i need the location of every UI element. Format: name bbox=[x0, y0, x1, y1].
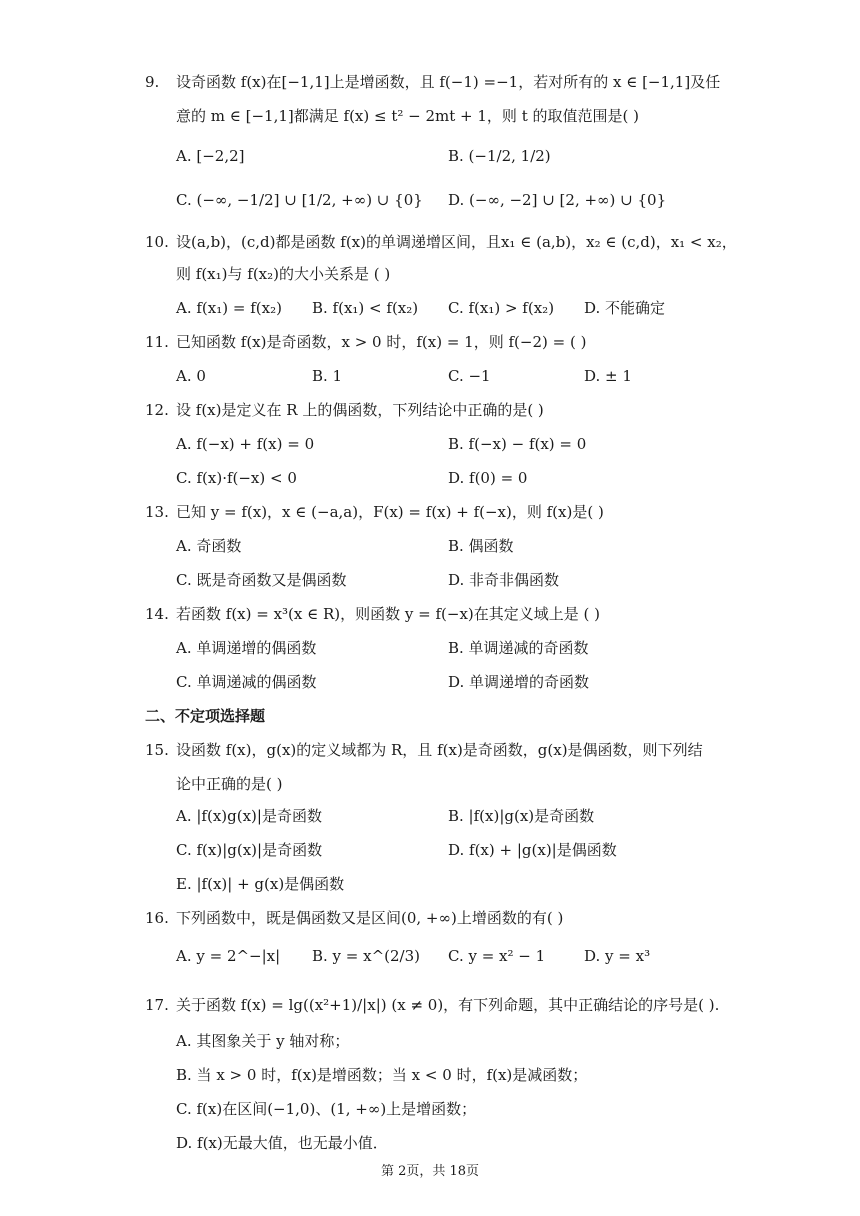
option-b: B. (−1/2, 1/2) bbox=[448, 147, 551, 165]
section-title: 二、不定项选择题 bbox=[145, 707, 266, 725]
option-c: C. f(x)|g(x)|是奇函数 bbox=[176, 841, 323, 859]
question-text: 设(a,b)，(c,d)都是函数 f(x)的单调递增区间，且x₁ ∈ (a,b)，x₂ ∈ (c,d)，x₁ < x₂， bbox=[176, 233, 737, 251]
option-c: C. 单调递减的偶函数 bbox=[176, 673, 317, 691]
question-text: 关于函数 f(x) = lg((x²+1)/|x|) (x ≠ 0)，有下列命题，其中正确结论的序号是( ). bbox=[176, 996, 720, 1014]
question-text: 设函数 f(x)，g(x)的定义域都为 R，且 f(x)是奇函数，g(x)是偶函数，则下列结 bbox=[176, 741, 703, 759]
option-d: D. y = x³ bbox=[584, 947, 651, 965]
option-a: A. |f(x)g(x)|是奇函数 bbox=[176, 807, 322, 825]
option-c: C. −1 bbox=[448, 367, 491, 385]
option-e: E. |f(x)| + g(x)是偶函数 bbox=[176, 875, 345, 893]
question-text: 论中正确的是( ) bbox=[176, 775, 283, 793]
question-text: 已知 y = f(x)，x ∈ (−a,a)，F(x) = f(x) + f(−x)，则 f(x)是( ) bbox=[176, 503, 604, 521]
question-text: 设奇函数 f(x)在[−1,1]上是增函数，且 f(−1) =−1，若对所有的 x ∈ [−1,1]及任 bbox=[176, 73, 721, 91]
question-number: 11. bbox=[145, 333, 169, 351]
question-text: 意的 m ∈ [−1,1]都满足 f(x) ≤ t² − 2mt + 1，则 t 的取值范围是( ) bbox=[176, 107, 639, 125]
option-d: D. f(x) + |g(x)|是偶函数 bbox=[448, 841, 617, 859]
question-number: 17. bbox=[145, 996, 169, 1014]
option-a: A. 单调递增的偶函数 bbox=[176, 639, 317, 657]
option-c: C. y = x² − 1 bbox=[448, 947, 546, 965]
option-c: C. f(x)·f(−x) < 0 bbox=[176, 469, 297, 487]
option-d: D. f(0) = 0 bbox=[448, 469, 528, 487]
question-number: 12. bbox=[145, 401, 169, 419]
option-b: B. y = x^(2/3) bbox=[312, 947, 421, 965]
option-c: C. f(x₁) > f(x₂) bbox=[448, 299, 555, 317]
question-text: 已知函数 f(x)是奇函数，x > 0 时，f(x) = 1，则 f(−2) = ( ) bbox=[176, 333, 587, 351]
option-b: B. 偶函数 bbox=[448, 537, 514, 555]
option-a: A. 0 bbox=[176, 367, 206, 385]
option-b: B. f(x₁) < f(x₂) bbox=[312, 299, 419, 317]
question-text: 设 f(x)是定义在 R 上的偶函数，下列结论中正确的是( ) bbox=[176, 401, 544, 419]
option-a: A. 其图象关于 y 轴对称； bbox=[176, 1032, 350, 1050]
question-text: 则 f(x₁)与 f(x₂)的大小关系是 ( ) bbox=[176, 265, 391, 283]
option-c: C. 既是奇函数又是偶函数 bbox=[176, 571, 347, 589]
option-d: D. f(x)无最大值，也无最小值． bbox=[176, 1134, 388, 1152]
option-d: D. (−∞, −2] ∪ [2, +∞) ∪ {0} bbox=[448, 191, 667, 209]
question-number: 9. bbox=[145, 73, 160, 91]
page-footer: 第 2页，共 18页 bbox=[380, 1164, 480, 1179]
question-number: 13. bbox=[145, 503, 169, 521]
option-a: A. f(x₁) = f(x₂) bbox=[176, 299, 282, 317]
option-d: D. ± 1 bbox=[584, 367, 632, 385]
question-number: 10. bbox=[145, 233, 169, 251]
option-d: D. 不能确定 bbox=[584, 299, 666, 317]
option-c: C. f(x)在区间(−1,0)、(1, +∞)上是增函数； bbox=[176, 1100, 477, 1118]
option-b: B. |f(x)|g(x)是奇函数 bbox=[448, 807, 595, 825]
question-number: 16. bbox=[145, 909, 169, 927]
option-b: B. f(−x) − f(x) = 0 bbox=[448, 435, 587, 453]
option-d: D. 非奇非偶函数 bbox=[448, 571, 560, 589]
question-text: 若函数 f(x) = x³(x ∈ R)，则函数 y = f(−x)在其定义域上是 ( ) bbox=[176, 605, 601, 623]
option-b: B. 当 x > 0 时，f(x)是增函数；当 x < 0 时，f(x)是减函数； bbox=[176, 1066, 588, 1084]
option-c: C. (−∞, −1/2] ∪ [1/2, +∞) ∪ {0} bbox=[176, 191, 423, 209]
option-a: A. 奇函数 bbox=[176, 537, 242, 555]
question-text: 下列函数中，既是偶函数又是区间(0, +∞)上增函数的有( ) bbox=[176, 909, 564, 927]
option-d: D. 单调递增的奇函数 bbox=[448, 673, 590, 691]
option-b: B. 单调递减的奇函数 bbox=[448, 639, 589, 657]
option-b: B. 1 bbox=[312, 367, 343, 385]
option-a: A. [−2,2] bbox=[176, 147, 245, 165]
option-a: A. y = 2^−|x| bbox=[176, 947, 281, 965]
question-number: 15. bbox=[145, 741, 169, 759]
question-number: 14. bbox=[145, 605, 169, 623]
option-a: A. f(−x) + f(x) = 0 bbox=[176, 435, 315, 453]
